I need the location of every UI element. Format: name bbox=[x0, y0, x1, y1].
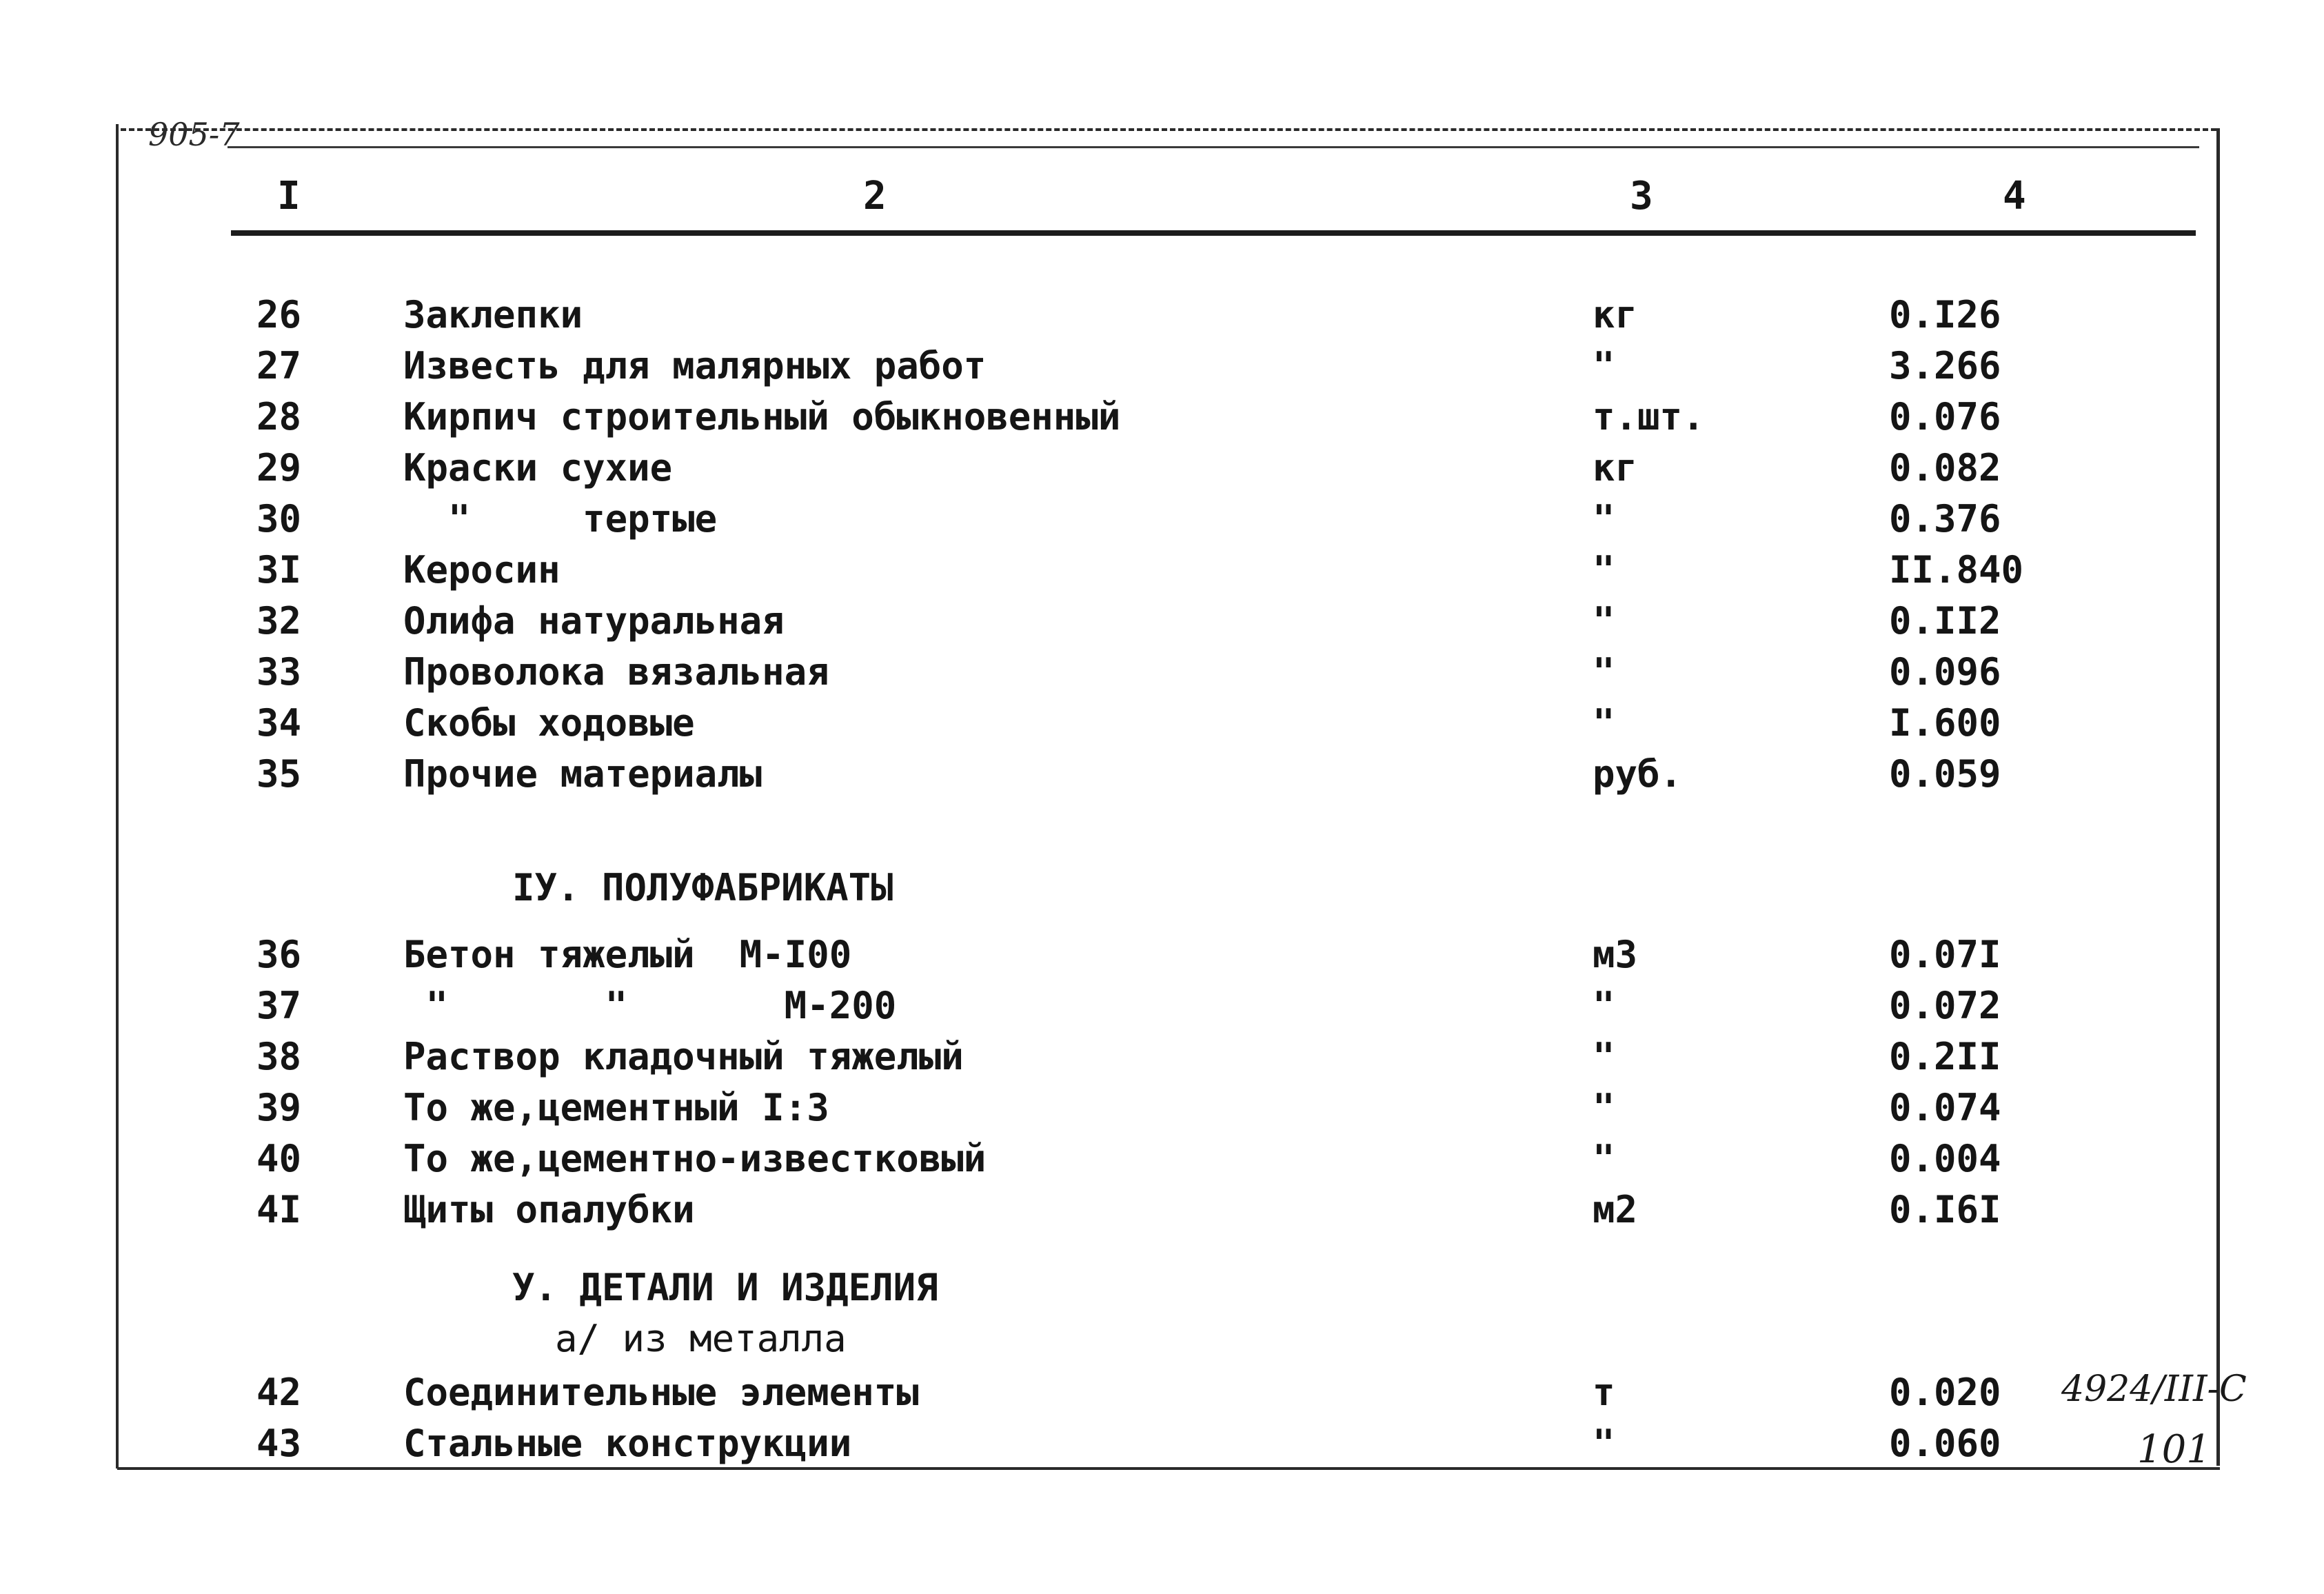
row-value: 0.060 bbox=[1889, 1422, 2001, 1465]
table-row bbox=[0, 497, 2324, 545]
row-unit: " bbox=[1593, 650, 1615, 694]
row-number: 37 bbox=[256, 984, 302, 1027]
row-value: 0.I6I bbox=[1889, 1188, 2001, 1231]
row-value: 0.I26 bbox=[1889, 293, 2001, 336]
row-name: Бетон тяжелый М-I00 bbox=[403, 933, 852, 976]
row-name: Заклепки bbox=[403, 293, 583, 336]
row-name: Керосин bbox=[403, 548, 560, 592]
row-name: Проволока вязальная bbox=[403, 650, 829, 694]
row-number: 3I bbox=[256, 548, 302, 592]
handwritten-note: 4924/III-C bbox=[2061, 1369, 2247, 1410]
row-name: Раствор кладочный тяжелый bbox=[403, 1035, 964, 1078]
row-value: 0.096 bbox=[1889, 650, 2001, 694]
row-name: Кирпич строительный обыкновенный bbox=[403, 395, 1121, 438]
row-unit: " bbox=[1593, 344, 1615, 387]
row-number: 30 bbox=[256, 497, 302, 541]
row-number: 35 bbox=[256, 752, 302, 796]
table-row bbox=[0, 1188, 2324, 1236]
row-value: 0.2II bbox=[1889, 1035, 2001, 1078]
row-number: 28 bbox=[256, 395, 302, 438]
row-value: 0.004 bbox=[1889, 1137, 2001, 1180]
table-row bbox=[0, 1035, 2324, 1083]
row-name: Скобы ходовые bbox=[403, 701, 695, 745]
row-unit: " bbox=[1593, 1422, 1615, 1465]
table-row bbox=[0, 344, 2324, 392]
row-name: Прочие материалы bbox=[403, 752, 762, 796]
row-number: 40 bbox=[256, 1137, 302, 1180]
row-number: 32 bbox=[256, 599, 302, 643]
row-number: 42 bbox=[256, 1371, 302, 1414]
row-unit: м3 bbox=[1593, 933, 1638, 976]
table-row bbox=[0, 548, 2324, 596]
row-unit: кг bbox=[1593, 446, 1638, 490]
table-row bbox=[0, 752, 2324, 800]
row-unit: " bbox=[1593, 701, 1615, 745]
page-number: 101 bbox=[2137, 1427, 2211, 1472]
row-number: 38 bbox=[256, 1035, 302, 1078]
document-code: 905-7 bbox=[148, 116, 240, 153]
row-number: 33 bbox=[256, 650, 302, 694]
row-number: 4I bbox=[256, 1188, 302, 1231]
row-name: То же,цементный I:3 bbox=[403, 1086, 829, 1129]
row-value: 0.072 bbox=[1889, 984, 2001, 1027]
table-row bbox=[0, 1371, 2324, 1419]
row-unit: м2 bbox=[1593, 1188, 1638, 1231]
row-name: Краски сухие bbox=[403, 446, 673, 490]
table-row bbox=[0, 1086, 2324, 1134]
row-unit: " bbox=[1593, 497, 1615, 541]
row-number: 36 bbox=[256, 933, 302, 976]
row-value: 0.07I bbox=[1889, 933, 2001, 976]
frame-top-line bbox=[121, 128, 2216, 131]
table-row bbox=[0, 395, 2324, 443]
row-value: 0.376 bbox=[1889, 497, 2001, 541]
row-name: Соединительные элементы bbox=[403, 1371, 919, 1414]
section-heading-iv: IУ. ПОЛУФАБРИКАТЫ bbox=[512, 866, 893, 909]
row-value: II.840 bbox=[1889, 548, 2024, 592]
row-unit: " bbox=[1593, 1086, 1615, 1129]
row-number: 29 bbox=[256, 446, 302, 490]
row-name: " " М-200 bbox=[403, 984, 897, 1027]
row-unit: кг bbox=[1593, 293, 1638, 336]
row-value: 0.020 bbox=[1889, 1371, 2001, 1414]
row-unit: " bbox=[1593, 1035, 1615, 1078]
row-unit: " bbox=[1593, 984, 1615, 1027]
row-unit: руб. bbox=[1593, 752, 1683, 796]
table-row bbox=[0, 650, 2324, 698]
column-header-4: 4 bbox=[2003, 174, 2026, 219]
subsection-heading-a: а/ из металла bbox=[555, 1317, 847, 1360]
table-row bbox=[0, 599, 2324, 647]
row-name: Олифа натуральная bbox=[403, 599, 785, 643]
row-unit: " bbox=[1593, 548, 1615, 592]
row-name: Известь для малярных работ bbox=[403, 344, 987, 387]
column-header-3: 3 bbox=[1630, 174, 1653, 219]
table-row bbox=[0, 293, 2324, 341]
row-value: 0.074 bbox=[1889, 1086, 2001, 1129]
table-row bbox=[0, 984, 2324, 1032]
row-name: Стальные конструкции bbox=[403, 1422, 852, 1465]
table-row bbox=[0, 1137, 2324, 1185]
row-value: 0.076 bbox=[1889, 395, 2001, 438]
row-value: I.600 bbox=[1889, 701, 2001, 745]
row-unit: т bbox=[1593, 1371, 1615, 1414]
column-header-2: 2 bbox=[863, 174, 887, 219]
row-name: То же,цементно-известковый bbox=[403, 1137, 987, 1180]
row-value: 0.II2 bbox=[1889, 599, 2001, 643]
row-value: 0.082 bbox=[1889, 446, 2001, 490]
table-row bbox=[0, 701, 2324, 749]
row-number: 27 bbox=[256, 344, 302, 387]
row-unit: т.шт. bbox=[1593, 395, 1705, 438]
table-row bbox=[0, 933, 2324, 981]
row-number: 34 bbox=[256, 701, 302, 745]
row-name: Щиты опалубки bbox=[403, 1188, 695, 1231]
table-row bbox=[0, 1422, 2324, 1470]
row-number: 39 bbox=[256, 1086, 302, 1129]
header-rule bbox=[231, 230, 2196, 236]
column-header-1: I bbox=[277, 174, 301, 219]
row-unit: " bbox=[1593, 599, 1615, 643]
frame-top-inner-line bbox=[228, 146, 2199, 148]
table-row bbox=[0, 446, 2324, 494]
row-name: " тертые bbox=[403, 497, 718, 541]
row-number: 26 bbox=[256, 293, 302, 336]
row-unit: " bbox=[1593, 1137, 1615, 1180]
section-heading-v: У. ДЕТАЛИ И ИЗДЕЛИЯ bbox=[512, 1266, 938, 1309]
row-value: 0.059 bbox=[1889, 752, 2001, 796]
row-number: 43 bbox=[256, 1422, 302, 1465]
row-value: 3.266 bbox=[1889, 344, 2001, 387]
